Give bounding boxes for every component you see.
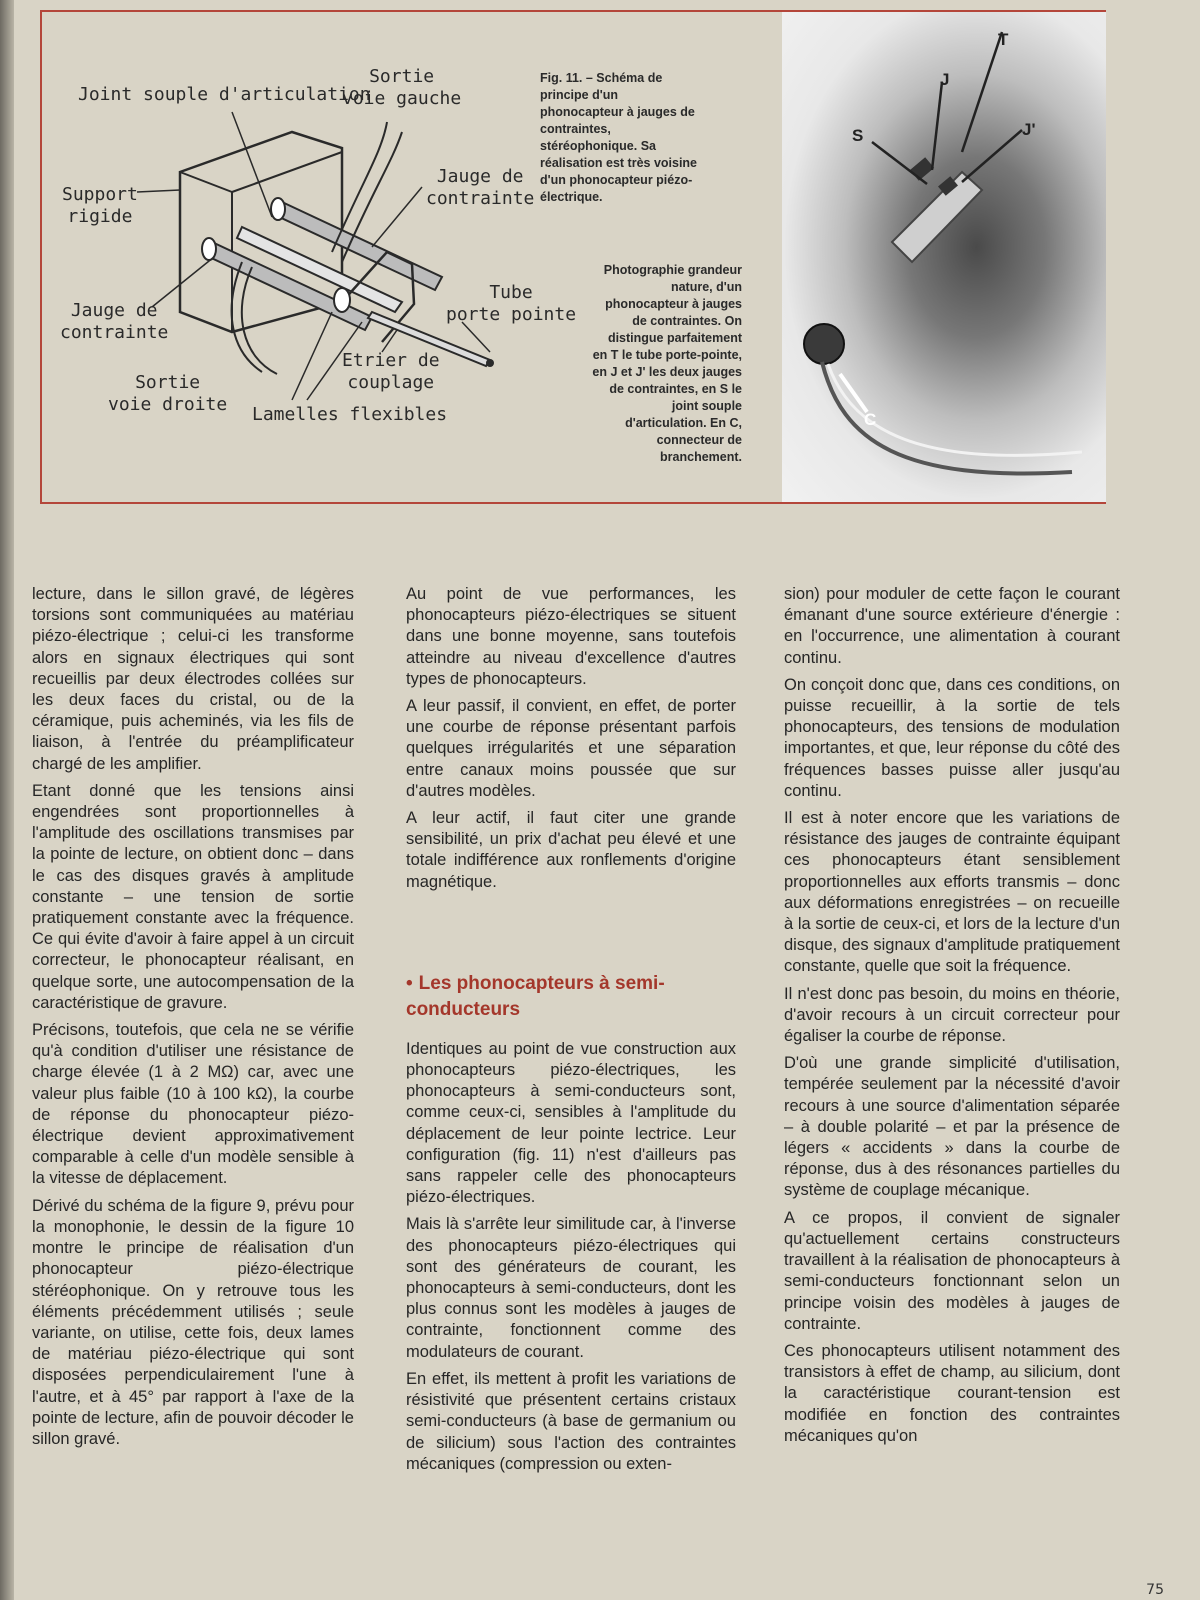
photo-caption: Photographie grandeur nature, d'un phonocapteur à jauges de contraintes. On distingue parfaitement en T le tube porte-pointe, en J et J' les deux jauges de contraintes, en S le joint souple d'articulation. En C, connecteur de branchement. — [592, 263, 742, 464]
page-number: 75 — [1146, 1582, 1164, 1598]
photo-label-s: S — [852, 126, 864, 145]
section-heading — [406, 971, 736, 1023]
lower-gauge-end — [202, 238, 216, 260]
label-jauge-left — [60, 300, 168, 344]
photo-label-j: J — [940, 70, 950, 89]
label-tube-line2: porte pointe — [446, 304, 577, 325]
label-sortie-gauche-line2: voie gauche — [342, 88, 462, 109]
heading-text: Les phonocapteurs à semi-conducteurs — [406, 972, 665, 1020]
label-sortie-gauche-line1: Sortie — [369, 66, 435, 87]
paragraph: A leur passif, il convient, en effet, de porter une courbe de réponse présentant parfois quelques irrégularités et une séparation entre canaux moins poussée que sur d'autres modèles. — [406, 697, 736, 800]
page-binding-shadow — [0, 0, 14, 1600]
paragraph: A ce propos, il convient de signaler qu'actuellement certains constructeurs travaillent à la réalisation de phonocapteurs à semi-conducteurs fonctionnant selon un principe voisin des modèles à jauges de contrainte. — [784, 1208, 1120, 1333]
leader-support — [137, 190, 180, 192]
heading-bullet: • — [406, 972, 413, 994]
article-column-2 — [406, 584, 736, 1481]
photo-gauge-j — [910, 157, 934, 181]
photo-arrow-j — [932, 82, 942, 170]
figure-caption: Fig. 11. – Schéma de principe d'un phonocapteur à jauges de contraintes, stéréophonique. Sa réalisation est très voisine d'un phonocapteur piézo-électrique. — [540, 71, 698, 204]
label-tube-line1: Tube — [489, 282, 533, 303]
photo-connector — [804, 324, 844, 364]
paragraph: Il n'est donc pas besoin, du moins en théorie, d'avoir recours à un circuit correcteur pour égaliser la courbe de réponse. — [784, 984, 1120, 1046]
label-sortie-droite — [108, 372, 227, 416]
paragraph: lecture, dans le sillon gravé, de légères torsions sont communiquées au matériau piézo-électrique ; celui-ci les transforme alors en signaux électriques qui sont recueillis par deux électrodes collées sur les deux faces du cristal, ou de la céramique, puis acheminés, via les fils de liaison, à l'entrée du préamplificateur chargé de les amplifier. — [32, 585, 354, 773]
label-etrier-line1: Etrier de — [342, 350, 440, 371]
label-support — [62, 184, 138, 228]
paragraph: Il est à noter encore que les variations de résistance des jauges de contrainte équipant ces phonocapteurs étant sensiblement proportionnelles aux efforts transmis – donc aux déformations enregistrées – on recueille à la sortie de ceux-ci, et lors de la lecture d'un disque, des signaux d'amplitude pratiquement constante, quelle que soit la fréquence. — [784, 809, 1120, 976]
label-sortie-droite-line1: Sortie — [135, 372, 201, 393]
stirrup-joint — [334, 288, 350, 312]
photo-wire-1 — [822, 362, 1072, 474]
label-jauge-left-line1: Jauge de — [70, 300, 158, 321]
paragraph: Au point de vue performances, les phonocapteurs piézo-électriques se situent dans une bonne moyenne, sans toutefois atteindre au niveau d'excellence d'autres types de phonocapteurs. — [406, 585, 736, 688]
paragraph: En effet, ils mettent à profit les variations de résistivité que présentent certains cristaux semi-conducteurs (à base de germanium ou de silicium) sous l'action des contraintes mécaniques (compression ou exten- — [406, 1369, 736, 1473]
label-jauge-top — [426, 166, 534, 210]
label-sortie-droite-line2: voie droite — [108, 394, 228, 415]
left-output-wire — [332, 122, 387, 252]
label-support-line2: rigide — [67, 206, 133, 227]
photo-label-j-prime: J' — [1022, 120, 1036, 139]
paragraph: Ces phonocapteurs utilisent notamment des transistors à effet de champ, au silicium, dont la caractéristique courant-tension est modifiée en fonction des contraintes mécaniques qu'on — [784, 1341, 1120, 1445]
paragraph: Etant donné que les tensions ainsi engendrées sont proportionnelles à l'amplitude des oscillations transmises par la pointe de lecture, on obtient donc – dans le cas des disques gravés à amplitude constante – une tension de sortie pratiquement constante avec la fréquence. Ce qui évite d'avoir à faire appel à un circuit correcteur, le phonocapteur réalisant, en quelque sorte, une autocompensation de la caractéristique de gravure. — [32, 781, 354, 1012]
paragraph: A leur actif, il faut citer une grande sensibilité, un prix d'achat peu élevé et une totale indifférence aux ronflements d'origine magnétique. — [406, 809, 736, 891]
figure-11 — [40, 10, 1106, 504]
label-sortie-gauche — [342, 66, 461, 110]
label-joint: Joint souple d'articulation — [78, 84, 371, 105]
photo-arrow-j-prime — [962, 130, 1022, 182]
paragraph: Dérivé du schéma de la figure 9, prévu pour la monophonie, le dessin de la figure 10 montre le principe de réalisation d'un phonocapteur piézo-électrique stéréophonique. On y retrouve tous les éléments précédemment utilisés ; seule variante, on utilise, cette fois, deux lames de matériau piézo-électrique qui sont disposées perpendiculairement l'une à l'autre, et à 45° par rapport à l'axe de la pointe de lecture, afin de pouvoir décoder le sillon gravé. — [32, 1196, 354, 1448]
paragraph: Mais là s'arrête leur similitude car, à l'inverse des phonocapteurs piézo-électriques qui sont des générateurs de courant, les phonocapteurs à semi-conducteurs, dont les plus connus sont les modèles à jauges de contrainte, fonctionnent comme des modulateurs de courant. — [406, 1215, 736, 1361]
leader-jauge-top — [372, 187, 422, 247]
leader-lamelle-1 — [292, 312, 332, 400]
label-lamelles: Lamelles flexibles — [252, 404, 448, 425]
phonocapteur-photo — [782, 12, 1106, 502]
photo-label-c: C — [864, 410, 877, 429]
paragraph: Précisons, toutefois, que cela ne se vérifie qu'à condition d'utiliser une résistance de charge élevée (1 à 2 MΩ) car, avec une valeur plus faible (10 à 100 kΩ), la courbe de réponse du phonocapteur piézo-électrique devient approximativement comparable à celle d'un modèle sensible à la vitesse de déplacement. — [32, 1021, 354, 1188]
upper-gauge — [275, 202, 442, 290]
label-tube — [446, 282, 576, 326]
support-block-top — [232, 152, 342, 192]
leader-joint — [232, 112, 272, 217]
photo-label-t: T — [998, 30, 1009, 49]
paragraph: D'où une grande simplicité d'utilisation, tempérée seulement par la nécessité d'avoir recours à une source d'alimentation séparée – à double polarité – et par la présence de légers « accidents » dans la courbe de réponse, dus à des résonances partielles du système de couplage mécanique. — [784, 1054, 1120, 1200]
label-jauge-top-line2: contrainte — [426, 188, 535, 209]
label-etrier-line2: couplage — [347, 372, 435, 393]
left-output-wire-2 — [342, 132, 402, 262]
label-support-line1: Support — [62, 184, 138, 205]
photo-cartridge — [892, 172, 982, 262]
upper-gauge-end — [271, 198, 285, 220]
article-column-1 — [32, 584, 354, 1456]
label-etrier — [342, 350, 440, 394]
label-jauge-left-line2: contrainte — [60, 322, 169, 343]
article-column-3 — [784, 584, 1120, 1453]
paragraph: On conçoit donc que, dans ces conditions, on puisse recueillir, à la sortie de tels phonocapteurs, des tensions de modulation importantes, et que, leur réponse du côté des fréquences basses puisse aller jusqu'au continu. — [784, 675, 1120, 800]
paragraph: Identiques au point de vue construction aux phonocapteurs piézo-électriques, les phonocapteurs à semi-conducteurs sont, comme ceux-ci, sensibles à l'amplitude du déplacement de leur pointe lectrice. Leur configuration (fig. 11) n'est d'ailleurs pas sans rappeler celle des phonocapteurs piézo-électriques. — [406, 1039, 736, 1207]
photo-arrow-t — [962, 32, 1002, 152]
paragraph: sion) pour moduler de cette façon le courant émanant d'une source extérieure d'énergie : en l'occurrence, une alimentation à courant continu. — [784, 585, 1120, 667]
stylus-tip — [486, 359, 494, 367]
leader-tube — [462, 322, 490, 352]
label-jauge-top-line1: Jauge de — [436, 166, 524, 187]
